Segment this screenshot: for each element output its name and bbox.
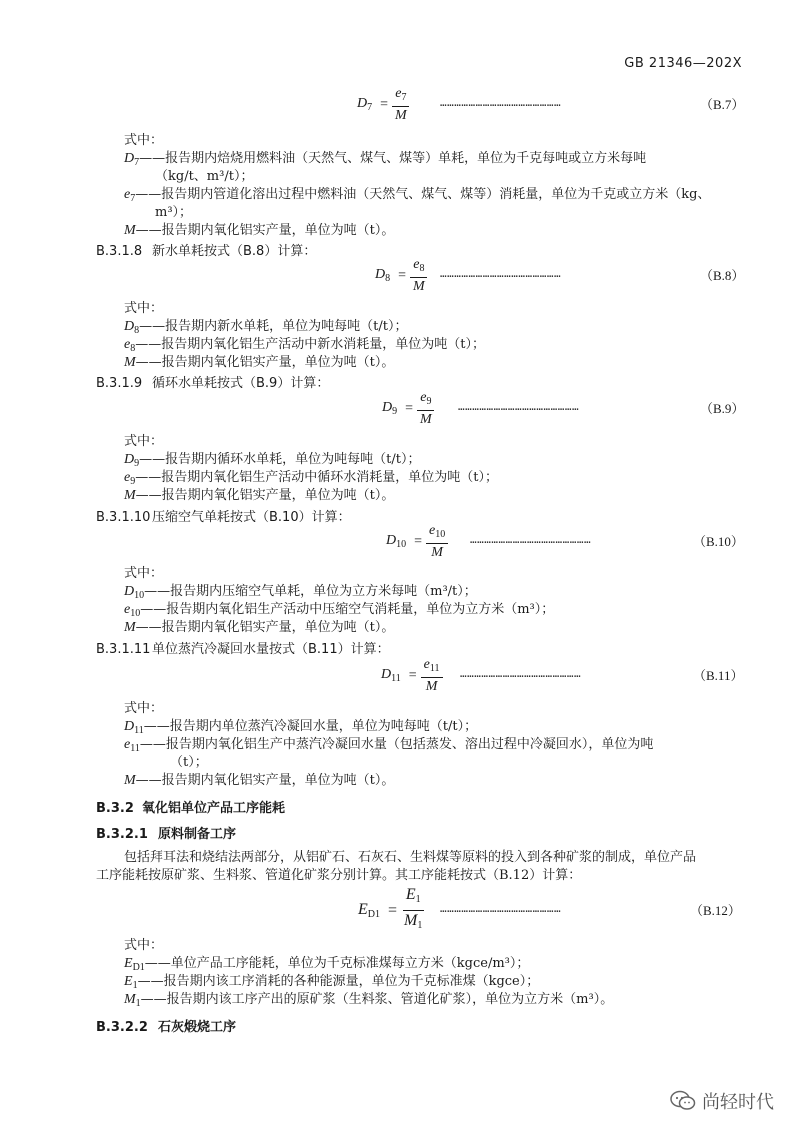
leader-dots: …………………………………………… xyxy=(460,667,582,680)
equation-number: （B.12） xyxy=(690,903,741,918)
definition-line: $e_{11}——$报告期内氧化铝生产中蒸汽冷凝回水量（包括蒸发、溶出过程中冷凝回水），单位为吨 xyxy=(124,737,654,754)
definition-line: $D_9——$报告期内循环水单耗，单位为吨每吨（t/t）； xyxy=(124,452,421,469)
formula-prefix: 式中： xyxy=(124,301,164,316)
watermark xyxy=(670,1088,774,1114)
equation-number: （B.7） xyxy=(700,97,745,112)
formula-b8: $D_8$ = $\frac{e_8}{M}$ xyxy=(375,257,428,294)
equation-number: （B.8） xyxy=(700,268,745,283)
formula-prefix: 式中： xyxy=(124,434,164,449)
leader-dots: …………………………………………… xyxy=(458,400,580,413)
fraction: $\frac{E_1}{M_1}$ xyxy=(404,886,423,931)
leader-dots: …………………………………………… xyxy=(440,267,562,280)
definition-continuation: （t）； xyxy=(170,755,208,770)
formula-prefix: 式中： xyxy=(124,566,164,581)
definition-line: M——报告期内氧化铝实产量，单位为吨（t）。 xyxy=(124,223,395,238)
leader-dots: …………………………………………… xyxy=(470,533,592,546)
formula-b9: $D_9$ = $\frac{e_9}{M}$ xyxy=(382,390,435,427)
section-heading-b319: B.3.1.9 循环水单耗按式（B.9）计算： xyxy=(96,376,330,391)
definition-line: $E_1——$报告期内该工序消耗的各种能源量，单位为千克标准煤（kgce）； xyxy=(124,974,540,991)
definition-line: $E_{D1}——$单位产品工序能耗，单位为千克标准煤每立方米（kgce/m³）； xyxy=(124,956,530,973)
definition-continuation: （kg/t、m³/t）； xyxy=(155,169,254,184)
equation-number: （B.9） xyxy=(700,401,745,416)
formula-b11: $D_{11}$ = $\frac{e_{11}}{M}$ xyxy=(381,657,443,694)
fraction: $\frac{e_9}{M}$ xyxy=(417,390,435,427)
formula-prefix: 式中： xyxy=(124,133,164,148)
formula-prefix: 式中： xyxy=(124,938,164,953)
paragraph-line: 工序能耗按原矿浆、生料浆、管道化矿浆分别计算。其工序能耗按式（B.12）计算： xyxy=(96,868,582,883)
definition-line: $e_7——$报告期内管道化溶出过程中燃料油（天然气、煤气、煤等）消耗量，单位为千克或立方米（kg、 xyxy=(124,187,711,204)
definition-line: $e_{10}——$报告期内氧化铝生产活动中压缩空气消耗量，单位为立方米（m³）； xyxy=(124,602,555,619)
definition-line: M——报告期内氧化铝实产量，单位为吨（t）。 xyxy=(124,620,395,635)
definition-line: M——报告期内氧化铝实产量，单位为吨（t）。 xyxy=(124,355,395,370)
equation-number: （B.10） xyxy=(693,534,744,549)
formula-b7: $D_7$ = $\frac{e_7}{M}$ xyxy=(357,86,410,123)
section-heading-b322: B.3.2.2 石灰煅烧工序 xyxy=(96,1020,237,1035)
definition-line: $D_7——$报告期内焙烧用燃料油（天然气、煤气、煤等）单耗，单位为千克每吨或立方米每吨 xyxy=(124,151,647,168)
leader-dots: …………………………………………… xyxy=(440,96,562,109)
formula-b10: $D_{10}$ = $\frac{e_{10}}{M}$ xyxy=(386,523,448,560)
definition-line: $D_{10}——$报告期内压缩空气单耗，单位为立方米每吨（m³/t）； xyxy=(124,584,477,601)
leader-dots: …………………………………………… xyxy=(440,902,562,915)
definition-line: $e_9——$报告期内氧化铝生产活动中循环水消耗量，单位为吨（t）； xyxy=(124,470,498,487)
chat-bubble-icon xyxy=(670,1090,696,1112)
definition-line: $D_{11}——$报告期内单位蒸汽冷凝回水量，单位为吨每吨（t/t）； xyxy=(124,719,478,736)
standard-number: GB 21346—202X xyxy=(624,56,742,71)
definition-line: M——报告期内氧化铝实产量，单位为吨（t）。 xyxy=(124,773,395,788)
formula-prefix: 式中： xyxy=(124,701,164,716)
definition-line: $M_1——$报告期内该工序产出的原矿浆（生料浆、管道化矿浆），单位为立方米（m³）。 xyxy=(124,992,614,1009)
section-heading-b3110: B.3.1.10 压缩空气单耗按式（B.10）计算： xyxy=(96,510,351,525)
formula-b12: $E_{D1}$ = $\frac{E_1}{M_1}$ xyxy=(358,886,425,935)
equation-number: （B.11） xyxy=(693,668,744,683)
section-heading-b321: B.3.2.1 原料制备工序 xyxy=(96,827,237,842)
section-heading-b318: B.3.1.8 新水单耗按式（B.8）计算： xyxy=(96,244,317,259)
fraction: $\frac{e_{11}}{M}$ xyxy=(421,657,443,694)
definition-continuation: m³）； xyxy=(155,205,193,220)
watermark-text: 尚轻时代 xyxy=(702,1092,774,1113)
section-heading-b32: B.3.2 氧化铝单位产品工序能耗 xyxy=(96,801,286,816)
paragraph-line: 包括拜耳法和烧结法两部分，从铝矿石、石灰石、生料煤等原料的投入到各种矿浆的制成，单位产品 xyxy=(124,850,697,865)
definition-line: $D_8——$报告期内新水单耗，单位为吨每吨（t/t）； xyxy=(124,319,408,336)
definition-line: M——报告期内氧化铝实产量，单位为吨（t）。 xyxy=(124,488,395,503)
fraction: $\frac{e_7}{M}$ xyxy=(392,86,410,123)
fraction: $\frac{e_{10}}{M}$ xyxy=(426,523,448,560)
definition-line: $e_8——$报告期内氧化铝生产活动中新水消耗量，单位为吨（t）； xyxy=(124,337,485,354)
section-heading-b3111: B.3.1.11 单位蒸汽冷凝回水量按式（B.11）计算： xyxy=(96,642,390,657)
fraction: $\frac{e_8}{M}$ xyxy=(410,257,428,294)
formula-lhs: $D_7$ xyxy=(357,96,373,113)
